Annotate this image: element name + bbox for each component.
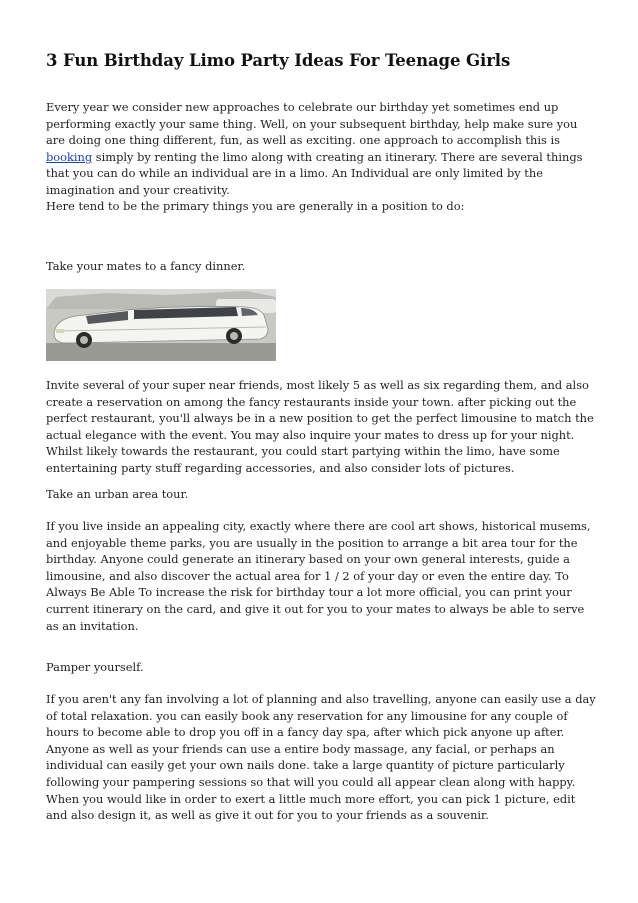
- limousine-photo: [46, 289, 276, 361]
- section-body-pamper: If you aren't any fan involving a lot of planning and also travelling, anyone can easily use a day of total relaxation. you can easily book any reservation for any limousine for any couple of hours to become able to drop you off in a fancy day spa, after which pick anyone up after. Anyone as well as your friends can use a entire body massage, any facial, or perhaps an individual can easily get your own nails done. take a large quantity of picture particularly following your pampering sessions so that will you could all appear clean along with happy. When you would like in order to exert a little much more effort, you can pick 1 picture, edit and also design it, as well as give it out for you to your friends as a souvenir.: [46, 692, 596, 823]
- section-heading-city-tour: Take an urban area tour.: [46, 487, 189, 501]
- section-heading-pamper: Pamper yourself.: [46, 660, 144, 674]
- booking-link[interactable]: booking: [46, 149, 93, 164]
- section-body-dinner: Invite several of your super near friends, most likely 5 as well as six regarding them, and also create a reservation on among the fancy restaurants inside your town. after picking out the perfect restaurant, you'll always be in a new position to get the perfect limousine to match the actual elegance with the event. You may also inquire your mates to dress up for your night. Whilst likely towards the restaurant, you could start partying within the limo, have some entertaining party stuff regarding accessories, and also consider lots of pictures.: [46, 378, 594, 475]
- intro-paragraph: [46, 99, 598, 199]
- lead-in-paragraph: Here tend to be the primary things you are generally in a position to do:: [46, 199, 465, 213]
- section-heading-dinner: Take your mates to a fancy dinner.: [46, 259, 246, 273]
- limousine-illustration: [46, 289, 276, 361]
- intro-text-start: Every year we consider new approaches to celebrate our birthday yet sometimes end up performing exactly your same thing. Well, on your subsequent birthday, help make sure you are doing one thing different, fun, as well as exciting. one approach to accomplish this is: [46, 100, 578, 148]
- intro-text-end: simply by renting the limo along with creating an itinerary. There are several things that you can do while an individual are in a limo. An Individual are only limited by the imagination and your creativity.: [46, 149, 583, 197]
- section-body-city-tour: If you live inside an appealing city, exactly where there are cool art shows, historical musems, and enjoyable theme parks, you are usually in the position to arrange a bit area tour for the birthday. Anyone could generate an itinerary based on your own general interests, guide a limousine, and also discover the actual area for 1 / 2 of your day or even the entire day. To Always Be Able To increase the risk for birthday tour a lot more official, you can print your current itinerary on the card, and give it out for you to your mates to always be able to serve as an invitation.: [46, 519, 591, 633]
- page-title: 3 Fun Birthday Limo Party Ideas For Teenage Girls: [46, 51, 511, 70]
